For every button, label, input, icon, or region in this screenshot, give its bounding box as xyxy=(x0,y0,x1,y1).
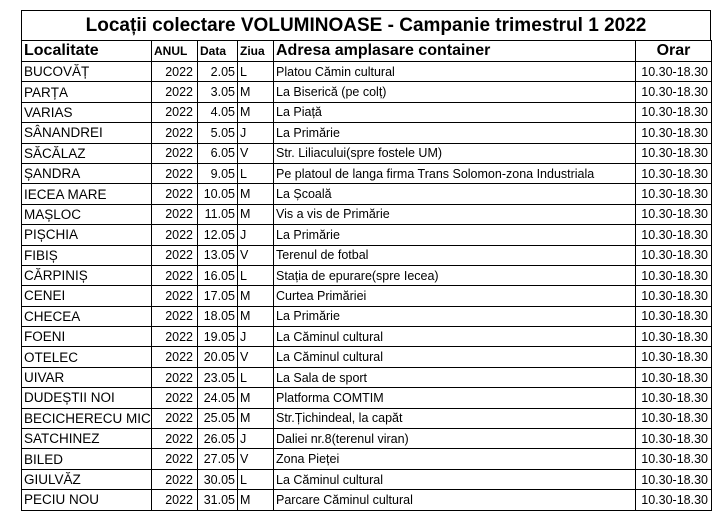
hours-cell: 10.30-18.30 xyxy=(636,62,712,82)
date-cell: 18.05 xyxy=(198,306,238,326)
table-row xyxy=(22,265,712,285)
day-cell: V xyxy=(238,143,274,163)
schedule-table xyxy=(21,40,712,511)
locality-cell: CENEI xyxy=(22,286,152,306)
locality-cell: BECICHERECU MIC xyxy=(22,408,152,428)
locality-cell: VARIAS xyxy=(22,102,152,122)
day-cell: J xyxy=(238,429,274,449)
locality-cell: CHECEA xyxy=(22,306,152,326)
address-cell: La Căminul cultural xyxy=(274,327,636,347)
date-cell: 20.05 xyxy=(198,347,238,367)
address-cell: Zona Pieței xyxy=(274,449,636,469)
day-cell: M xyxy=(238,204,274,224)
day-cell: V xyxy=(238,347,274,367)
date-cell: 13.05 xyxy=(198,245,238,265)
hours-cell: 10.30-18.30 xyxy=(636,245,712,265)
day-cell: L xyxy=(238,163,274,183)
hours-cell: 10.30-18.30 xyxy=(636,82,712,102)
address-cell: La Primărie xyxy=(274,123,636,143)
date-cell: 16.05 xyxy=(198,265,238,285)
year-cell: 2022 xyxy=(152,62,198,82)
hours-cell: 10.30-18.30 xyxy=(636,163,712,183)
address-cell: La Școală xyxy=(274,184,636,204)
locality-cell: SÂNANDREI xyxy=(22,123,152,143)
address-cell: Platforma COMTIM xyxy=(274,388,636,408)
header-row xyxy=(22,41,712,62)
day-cell: L xyxy=(238,469,274,489)
year-cell: 2022 xyxy=(152,367,198,387)
year-cell: 2022 xyxy=(152,245,198,265)
table-row xyxy=(22,225,712,245)
date-cell: 25.05 xyxy=(198,408,238,428)
year-cell: 2022 xyxy=(152,82,198,102)
table-row xyxy=(22,286,712,306)
date-cell: 10.05 xyxy=(198,184,238,204)
locality-cell: BILED xyxy=(22,449,152,469)
year-cell: 2022 xyxy=(152,143,198,163)
table-row xyxy=(22,245,712,265)
table-row xyxy=(22,469,712,489)
hours-cell: 10.30-18.30 xyxy=(636,490,712,510)
hours-cell: 10.30-18.30 xyxy=(636,367,712,387)
table-row xyxy=(22,123,712,143)
address-cell: Platou Cămin cultural xyxy=(274,62,636,82)
table-row xyxy=(22,408,712,428)
locality-cell: FOENI xyxy=(22,327,152,347)
date-cell: 30.05 xyxy=(198,469,238,489)
address-cell: La Căminul cultural xyxy=(274,347,636,367)
year-cell: 2022 xyxy=(152,408,198,428)
year-cell: 2022 xyxy=(152,102,198,122)
hours-cell: 10.30-18.30 xyxy=(636,265,712,285)
date-cell: 6.05 xyxy=(198,143,238,163)
day-cell: M xyxy=(238,388,274,408)
address-cell: Daliei nr.8(terenul viran) xyxy=(274,429,636,449)
hours-cell: 10.30-18.30 xyxy=(636,449,712,469)
date-cell: 31.05 xyxy=(198,490,238,510)
locality-cell: PECIU NOU xyxy=(22,490,152,510)
day-cell: M xyxy=(238,286,274,306)
page-title: Locații colectare VOLUMINOASE - Campanie trimestrul 1 2022 xyxy=(21,10,711,40)
table-row xyxy=(22,62,712,82)
table-row xyxy=(22,449,712,469)
hours-cell: 10.30-18.30 xyxy=(636,306,712,326)
header-localitate: Localitate xyxy=(22,41,152,62)
year-cell: 2022 xyxy=(152,225,198,245)
date-cell: 9.05 xyxy=(198,163,238,183)
address-cell: La Piață xyxy=(274,102,636,122)
day-cell: V xyxy=(238,245,274,265)
date-cell: 27.05 xyxy=(198,449,238,469)
locality-cell: GIULVĂZ xyxy=(22,469,152,489)
header-orar: Orar xyxy=(636,41,712,62)
year-cell: 2022 xyxy=(152,163,198,183)
hours-cell: 10.30-18.30 xyxy=(636,225,712,245)
date-cell: 26.05 xyxy=(198,429,238,449)
hours-cell: 10.30-18.30 xyxy=(636,347,712,367)
table-row xyxy=(22,347,712,367)
locality-cell: ȘANDRA xyxy=(22,163,152,183)
table-row xyxy=(22,306,712,326)
table-row xyxy=(22,143,712,163)
year-cell: 2022 xyxy=(152,286,198,306)
locality-cell: CĂRPINIȘ xyxy=(22,265,152,285)
address-cell: La Biserică (pe colț) xyxy=(274,82,636,102)
year-cell: 2022 xyxy=(152,204,198,224)
locality-cell: IECEA MARE xyxy=(22,184,152,204)
address-cell: Terenul de fotbal xyxy=(274,245,636,265)
address-cell: La Sala de sport xyxy=(274,367,636,387)
address-cell: Str.Țichindeal, la capăt xyxy=(274,408,636,428)
hours-cell: 10.30-18.30 xyxy=(636,286,712,306)
hours-cell: 10.30-18.30 xyxy=(636,469,712,489)
hours-cell: 10.30-18.30 xyxy=(636,204,712,224)
year-cell: 2022 xyxy=(152,327,198,347)
year-cell: 2022 xyxy=(152,184,198,204)
locality-cell: DUDEȘTII NOI xyxy=(22,388,152,408)
date-cell: 12.05 xyxy=(198,225,238,245)
table-row xyxy=(22,163,712,183)
locality-cell: OTELEC xyxy=(22,347,152,367)
collection-schedule-sheet xyxy=(21,10,711,511)
table-row xyxy=(22,184,712,204)
locality-cell: PIȘCHIA xyxy=(22,225,152,245)
address-cell: Curtea Primăriei xyxy=(274,286,636,306)
day-cell: L xyxy=(238,265,274,285)
header-adresa: Adresa amplasare container xyxy=(274,41,636,62)
date-cell: 11.05 xyxy=(198,204,238,224)
day-cell: J xyxy=(238,327,274,347)
date-cell: 2.05 xyxy=(198,62,238,82)
hours-cell: 10.30-18.30 xyxy=(636,123,712,143)
day-cell: M xyxy=(238,490,274,510)
table-row xyxy=(22,490,712,510)
table-row xyxy=(22,102,712,122)
locality-cell: BUCOVĂȚ xyxy=(22,62,152,82)
year-cell: 2022 xyxy=(152,265,198,285)
day-cell: V xyxy=(238,449,274,469)
day-cell: M xyxy=(238,306,274,326)
header-data: Data xyxy=(198,41,238,62)
table-row xyxy=(22,82,712,102)
locality-cell: SĂCĂLAZ xyxy=(22,143,152,163)
address-cell: Stația de epurare(spre Iecea) xyxy=(274,265,636,285)
address-cell: Str. Liliacului(spre fostele UM) xyxy=(274,143,636,163)
address-cell: Pe platoul de langa firma Trans Solomon-zona Industriala xyxy=(274,163,636,183)
address-cell: La Primărie xyxy=(274,225,636,245)
day-cell: M xyxy=(238,184,274,204)
address-cell: Parcare Căminul cultural xyxy=(274,490,636,510)
hours-cell: 10.30-18.30 xyxy=(636,408,712,428)
year-cell: 2022 xyxy=(152,449,198,469)
hours-cell: 10.30-18.30 xyxy=(636,184,712,204)
date-cell: 17.05 xyxy=(198,286,238,306)
date-cell: 3.05 xyxy=(198,82,238,102)
header-anul: ANUL xyxy=(152,41,198,62)
year-cell: 2022 xyxy=(152,388,198,408)
header-ziua: Ziua xyxy=(238,41,274,62)
table-row xyxy=(22,388,712,408)
day-cell: J xyxy=(238,225,274,245)
hours-cell: 10.30-18.30 xyxy=(636,143,712,163)
locality-cell: PARȚA xyxy=(22,82,152,102)
locality-cell: MAȘLOC xyxy=(22,204,152,224)
table-row xyxy=(22,367,712,387)
day-cell: M xyxy=(238,408,274,428)
locality-cell: UIVAR xyxy=(22,367,152,387)
address-cell: La Căminul cultural xyxy=(274,469,636,489)
hours-cell: 10.30-18.30 xyxy=(636,102,712,122)
address-cell: La Primărie xyxy=(274,306,636,326)
address-cell: Vis a vis de Primărie xyxy=(274,204,636,224)
year-cell: 2022 xyxy=(152,469,198,489)
date-cell: 24.05 xyxy=(198,388,238,408)
locality-cell: SATCHINEZ xyxy=(22,429,152,449)
hours-cell: 10.30-18.30 xyxy=(636,388,712,408)
year-cell: 2022 xyxy=(152,490,198,510)
day-cell: M xyxy=(238,82,274,102)
year-cell: 2022 xyxy=(152,429,198,449)
date-cell: 5.05 xyxy=(198,123,238,143)
year-cell: 2022 xyxy=(152,123,198,143)
locality-cell: FIBIȘ xyxy=(22,245,152,265)
table-row xyxy=(22,204,712,224)
date-cell: 19.05 xyxy=(198,327,238,347)
table-row xyxy=(22,429,712,449)
table-row xyxy=(22,327,712,347)
day-cell: L xyxy=(238,62,274,82)
hours-cell: 10.30-18.30 xyxy=(636,327,712,347)
day-cell: L xyxy=(238,367,274,387)
day-cell: J xyxy=(238,123,274,143)
day-cell: M xyxy=(238,102,274,122)
year-cell: 2022 xyxy=(152,306,198,326)
year-cell: 2022 xyxy=(152,347,198,367)
date-cell: 23.05 xyxy=(198,367,238,387)
date-cell: 4.05 xyxy=(198,102,238,122)
hours-cell: 10.30-18.30 xyxy=(636,429,712,449)
